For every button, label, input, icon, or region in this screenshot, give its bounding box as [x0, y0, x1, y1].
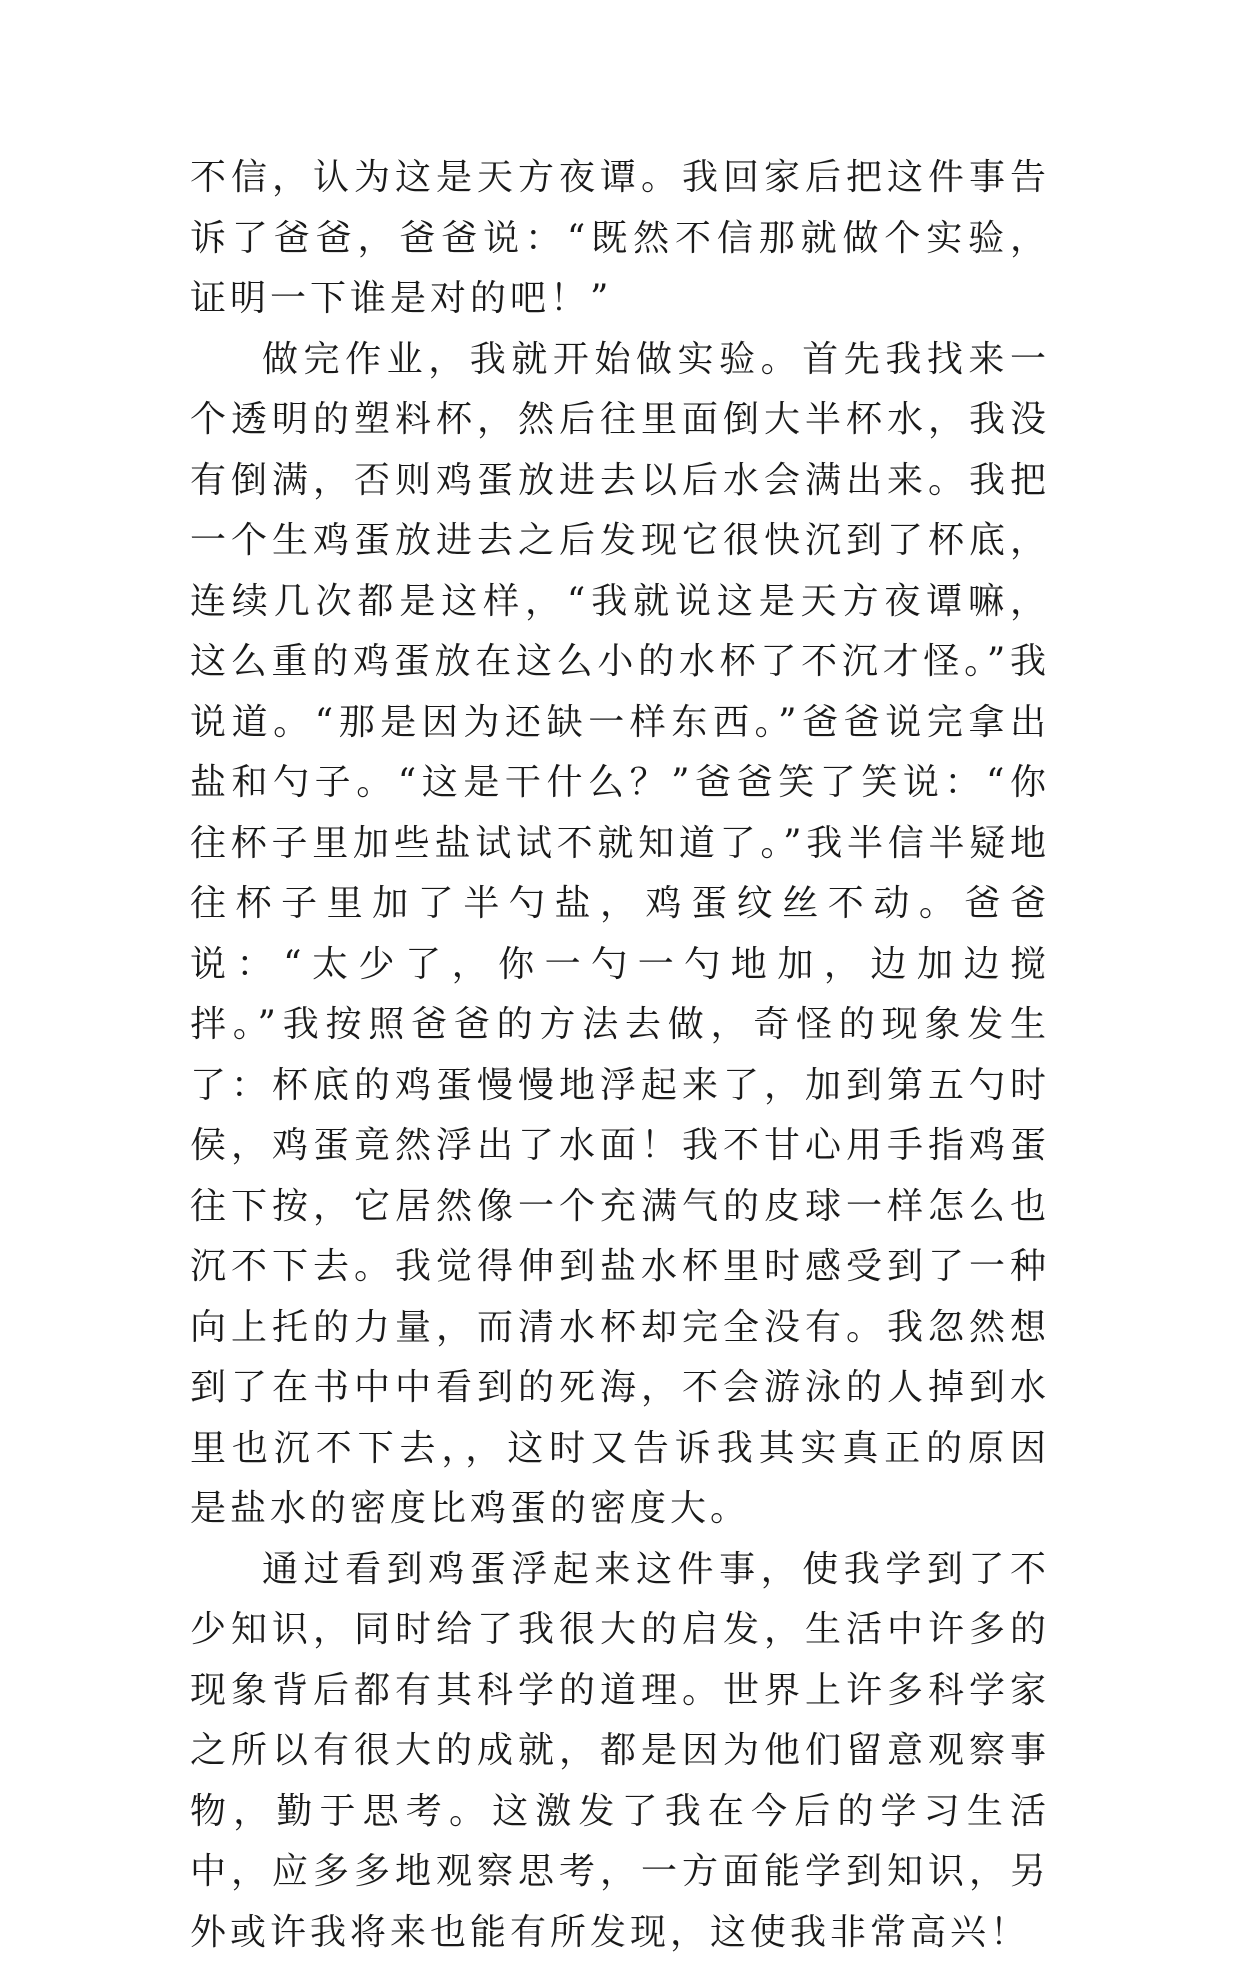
paragraph-3: 通过看到鸡蛋浮起来这件事，使我学到了不少知识，同时给了我很大的启发，生活中许多的现象背后都有其科学的道理。世界上许多科学家之所以有很大的成就，都是因为他们留意观察事物，勤于思考。这激发了我在今后的学习生活中，应多多地观察思考，一方面能学到知识，另外或许我将来也能有所发现，这使我非常高兴！ — [190, 1540, 1050, 1963]
document-body — [190, 148, 1050, 1963]
paragraph-2: 做完作业，我就开始做实验。首先我找来一个透明的塑料杯，然后往里面倒大半杯水，我没有倒满，否则鸡蛋放进去以后水会满出来。我把一个生鸡蛋放进去之后发现它很快沉到了杯底，连续几次都是这样，“我就说这是天方夜谭嘛，这么重的鸡蛋放在这么小的水杯了不沉才怪。”我说道。“那是因为还缺一样东西。”爸爸说完拿出盐和勺子。“这是干什么？”爸爸笑了笑说：“你往杯子里加些盐试试不就知道了。”我半信半疑地往杯子里加了半勺盐，鸡蛋纹丝不动。爸爸说：“太少了，你一勺一勺地加，边加边搅拌。”我按照爸爸的方法去做，奇怪的现象发生了：杯底的鸡蛋慢慢地浮起来了，加到第五勺时侯，鸡蛋竟然浮出了水面！我不甘心用手指鸡蛋往下按，它居然像一个充满气的皮球一样怎么也沉不下去。我觉得伸到盐水杯里时感受到了一种向上托的力量，而清水杯却完全没有。我忽然想到了在书中中看到的死海，不会游泳的人掉到水里也沉不下去，，这时又告诉我其实真正的原因是盐水的密度比鸡蛋的密度大。 — [190, 330, 1050, 1540]
paragraph-1: 不信，认为这是天方夜谭。我回家后把这件事告诉了爸爸，爸爸说：“既然不信那就做个实验，证明一下谁是对的吧！” — [190, 148, 1050, 330]
